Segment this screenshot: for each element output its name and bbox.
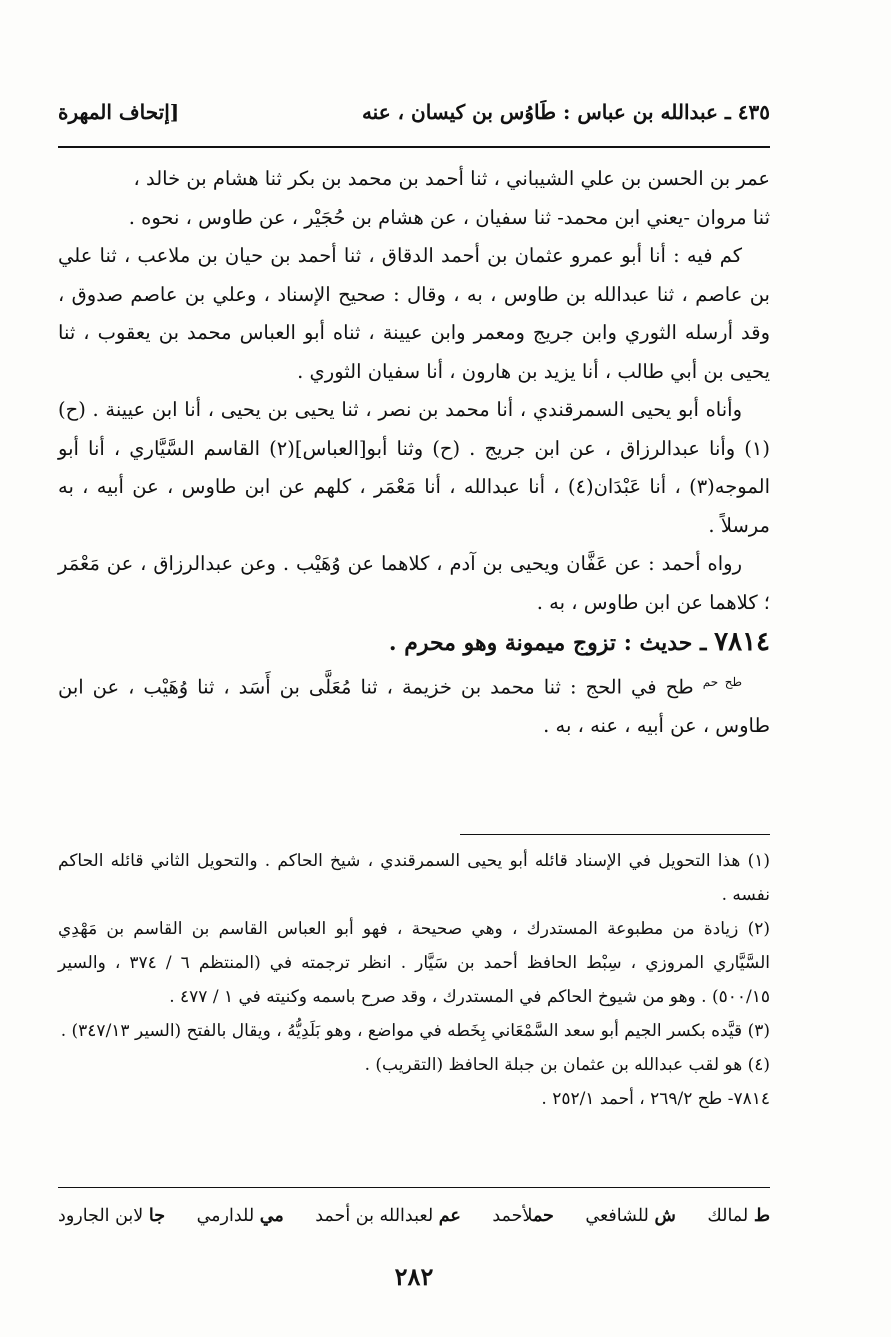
abbr-code: ط bbox=[753, 1206, 770, 1226]
footnote-source-ref: ٧٨١٤- طح ٢٦٩/٢ ، أحمد ٢٥٢/١ . bbox=[541, 1089, 770, 1109]
abbr-code: مي bbox=[259, 1206, 284, 1226]
footnotes-rule bbox=[460, 834, 770, 835]
abbr-label: للدارمي bbox=[196, 1206, 255, 1226]
paragraph-ahmad: رواه أحمد : عن عَفَّان ويحيى بن آدم ، كلاهما عن وُهَيْب . وعن عبدالرزاق ، عن مَعْمَر ؛ كلاهما عن ابن طاوس ، به . bbox=[58, 552, 770, 614]
main-text bbox=[58, 160, 770, 746]
abbr-code: عم bbox=[438, 1206, 461, 1226]
paragraph-tah bbox=[58, 663, 770, 746]
paragraph-wa-anah: وأناه أبو يحيى السمرقندي ، أنا محمد بن نصر ، ثنا يحيى بن يحيى ، أنا ابن عيينة . (ح)(١) وأنا عبدالرزاق ، عن ابن جريج . (ح) وثنا أبو[العباس](٢) القاسم السَّيَّاري ، أنا أبو الموجه(٣) ، أنا عَبْدَان(٤) ، أنا عبدالله ، أنا مَعْمَر ، كلهم عن ابن طاوس ، عن أبيه ، به مرسلاً . bbox=[58, 398, 771, 537]
abbr-code: جا bbox=[148, 1206, 166, 1226]
abbr-label: لأحمد bbox=[492, 1206, 533, 1226]
abbr-item bbox=[585, 1206, 675, 1226]
footnote-4: (٤) هو لقب عبدالله بن عثمان بن جبلة الحافظ (التقريب) . bbox=[364, 1055, 770, 1075]
abbr-label: لمالك bbox=[707, 1206, 749, 1226]
footnote-2: (٢) زيادة من مطبوعة المستدرك ، وهي صحيحة ، فهو أبو العباس القاسم بن القاسم بن مَهْدِي السَّيَّاري المروزي ، سِبْط الحافظ أحمد بن سَيَّار . انظر ترجمته في (المنتظم ٦ / ٣٧٤ ، والسير ٥٠٠/١٥) . وهو من شيوخ الحاكم في المستدرك ، وقد صرح باسمه وكنيته في ١ / ٤٧٧ . bbox=[58, 919, 770, 1007]
page-number: ٢٨٢ bbox=[394, 1262, 434, 1291]
abbr-item bbox=[197, 1206, 284, 1226]
hadith-heading bbox=[58, 622, 770, 663]
header-chapter-title: ٤٣٥ ـ عبدالله بن عباس : طَاوُس بن كيسان ، عنه bbox=[361, 100, 770, 124]
intro-line-2: ثنا مروان -يعني ابن محمد- ثنا سفيان ، عن هشام بن حُجَيْر ، عن طاوس ، نحوه . bbox=[128, 205, 770, 229]
abbr-code: حم bbox=[532, 1206, 554, 1226]
abbr-label: لعبدالله بن أحمد bbox=[315, 1206, 434, 1226]
hadith-number: ٧٨١٤ bbox=[714, 627, 770, 657]
header-book-title: [إتحاف المهرة bbox=[58, 100, 180, 124]
abbr-item bbox=[707, 1206, 770, 1226]
abbreviations-bar bbox=[58, 1196, 770, 1236]
abbr-item bbox=[315, 1206, 461, 1226]
footnote-1: (١) هذا التحويل في الإسناد قائله أبو يحيى السمرقندي ، شيخ الحاكم . والتحويل الثاني قائله الحاكم نفسه . bbox=[58, 851, 770, 905]
footnotes bbox=[58, 844, 770, 1116]
paragraph-tah-text: طح في الحج : ثنا محمد بن خزيمة ، ثنا مُعَلَّى بن أَسَد ، ثنا وُهَيْب ، عن ابن طاوس ، عن أبيه ، عنه ، به . bbox=[58, 675, 770, 737]
running-header bbox=[58, 92, 770, 132]
abbr-item bbox=[492, 1206, 554, 1226]
hadith-title-text: ـ حديث : تزوج ميمونة وهو محرم . bbox=[388, 630, 707, 656]
source-mark: طح حم bbox=[702, 675, 743, 689]
abbr-item bbox=[58, 1206, 165, 1226]
paragraph-kam: كم فيه : أنا أبو عمرو عثمان بن أحمد الدقاق ، ثنا أحمد بن حيان بن ملاعب ، ثنا علي بن عاصم ، ثنا عبدالله بن طاوس ، به ، وقال : صحيح الإسناد ، وعلي بن عاصم صدوق ، وقد أرسله الثوري وابن جريج ومعمر وابن عيينة ، ثناه أبو العباس محمد بن يعقوب ، ثنا يحيى بن أبي طالب ، أنا يزيد بن هارون ، أنا سفيان الثوري . bbox=[58, 244, 770, 383]
abbr-label: للشافعي bbox=[585, 1206, 649, 1226]
abbreviations-rule bbox=[58, 1187, 770, 1188]
intro-line-1: عمر بن الحسن بن علي الشيباني ، ثنا أحمد بن محمد بن بكر ثنا هشام بن خالد ، bbox=[133, 167, 770, 190]
footnote-3: (٣) قيَّده بكسر الجيم أبو سعد السَّمْعَاني بِخَطه في مواضع ، وهو بَلَدِيُّهُ ، ويقال بالفتح (السير ٣٤٧/١٣) . bbox=[60, 1021, 770, 1041]
abbr-label: لابن الجارود bbox=[58, 1206, 144, 1226]
book-page bbox=[58, 0, 770, 1337]
header-rule bbox=[58, 146, 770, 148]
abbr-code: ش bbox=[654, 1206, 676, 1226]
